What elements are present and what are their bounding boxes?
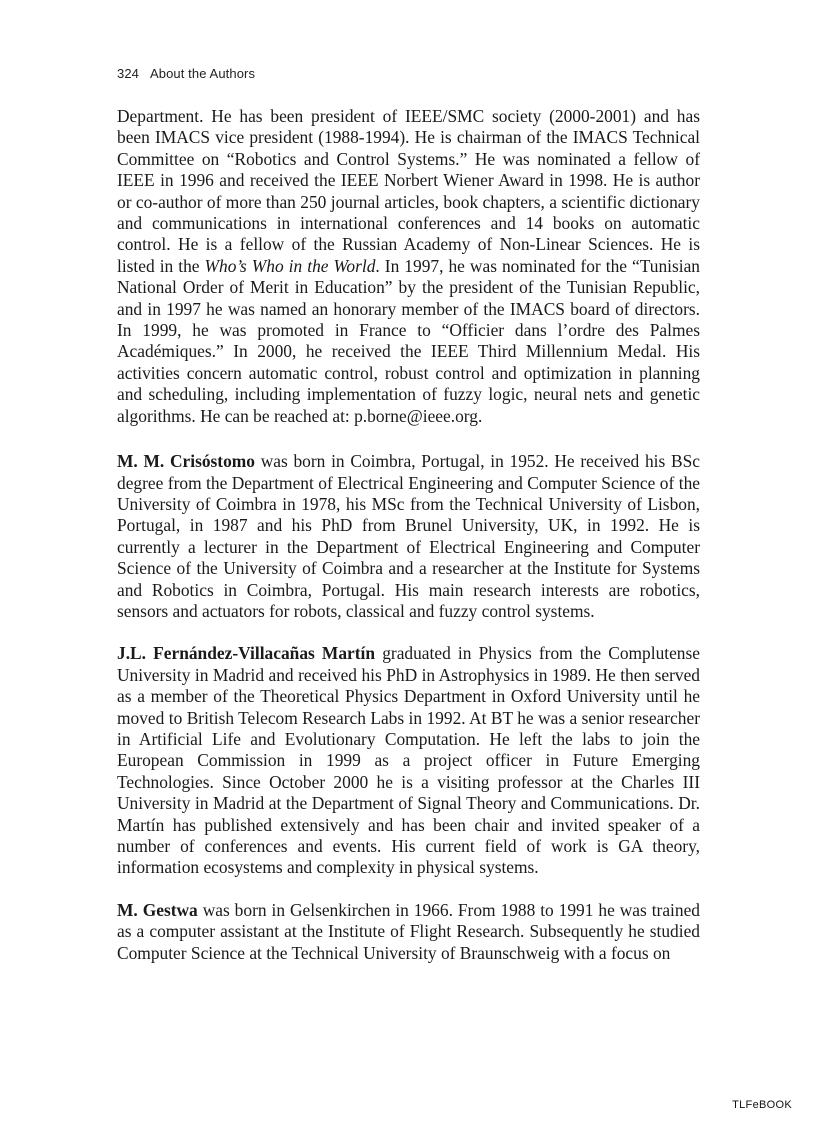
paragraph-text: Department. He has been president of IEEE/SMC society (2000-2001) and has been IMACS vice president (1988-1994). He is chairman of the IMACS Technical Committee on “Robotics and Control Systems.” He was nominated a fellow of IEEE in 1996 and received the IEEE Norbert Wiener Award in 1998. He is author or co-author of more than 250 journal articles, book chapters, a scientific dictionary and communications in international conferences and 14 books on automatic control. He is a fellow of the Russian Academy of Non-Linear Sciences. He is listed in the <box>117 106 700 276</box>
author-bio-gestwa <box>117 900 700 964</box>
book-title: Who’s Who in the World <box>204 255 376 276</box>
author-name: J.L. Fernández-Villacañas Martín <box>117 643 376 664</box>
section-title: About the Authors <box>150 66 256 81</box>
author-name: M. Gestwa <box>117 899 198 920</box>
author-bio-crisostomo <box>117 451 700 622</box>
running-head <box>117 66 255 81</box>
page-number: 324 <box>117 66 139 81</box>
author-bio-text: was born in Coimbra, Portugal, in 1952. He received his BSc degree from the Department of Electrical Engineering and Computer Science of the University of Coimbra in 1978, his MSc from the Technical University of Lisbon, Portugal, in 1987 and his PhD from Brunel University, UK, in 1992. He is currently a lecturer in the Department of Electrical Engineering and Computer Science of the University of Coimbra and a researcher at the Institute for Systems and Robotics in Coimbra, Portugal. His main research interests are robotics, sensors and actuators for robots, classical and fuzzy control systems. <box>117 451 700 621</box>
author-bio-text: graduated in Physics from the Complutense University in Madrid and received his PhD in Astrophysics in 1989. He then served as a member of the Theoretical Physics Department in Oxford University until he moved to British Telecom Research Labs in 1992. At BT he was a senior researcher in Artificial Life and Evolutionary Computation. He left the labs to join the European Commission in 1999 as a project officer in Future Emerging Technologies. Since October 2000 he is a visiting professor at the Charles III University in Madrid at the Department of Signal Theory and Communications. Dr. Martín has published extensively and has been chair and invited speaker of a number of conferences and events. His current field of work is GA theory, information ecosystems and complexity in physical systems. <box>117 643 700 878</box>
watermark: TLFeBOOK <box>732 1099 792 1111</box>
author-name: M. M. Crisóstomo <box>117 451 255 472</box>
body-text <box>117 106 700 984</box>
paragraph-text: . In 1997, he was nominated for the “Tunisian National Order of Merit in Education” by the president of the Tunisian Republic, and in 1997 he was named an honorary member of the IMACS board of directors. In 1999, he was promoted in France to “Officier dans l’ordre des Palmes Académiques.” In 2000, he received the IEEE Third Millennium Medal. His activities concern automatic control, robust control and optimization in planning and scheduling, including implementation of fuzzy logic, neural nets and genetic algorithms. He can be reached at: p.borne@ieee.org. <box>117 255 700 426</box>
paragraph-continuation <box>117 106 700 427</box>
author-bio-martin <box>117 643 700 878</box>
author-bio-text: was born in Gelsenkirchen in 1966. From 1988 to 1991 he was trained as a computer assistant at the Institute of Flight Research. Subsequently he studied Computer Science at the Technical University of Braunschweig with a focus on <box>117 899 700 963</box>
